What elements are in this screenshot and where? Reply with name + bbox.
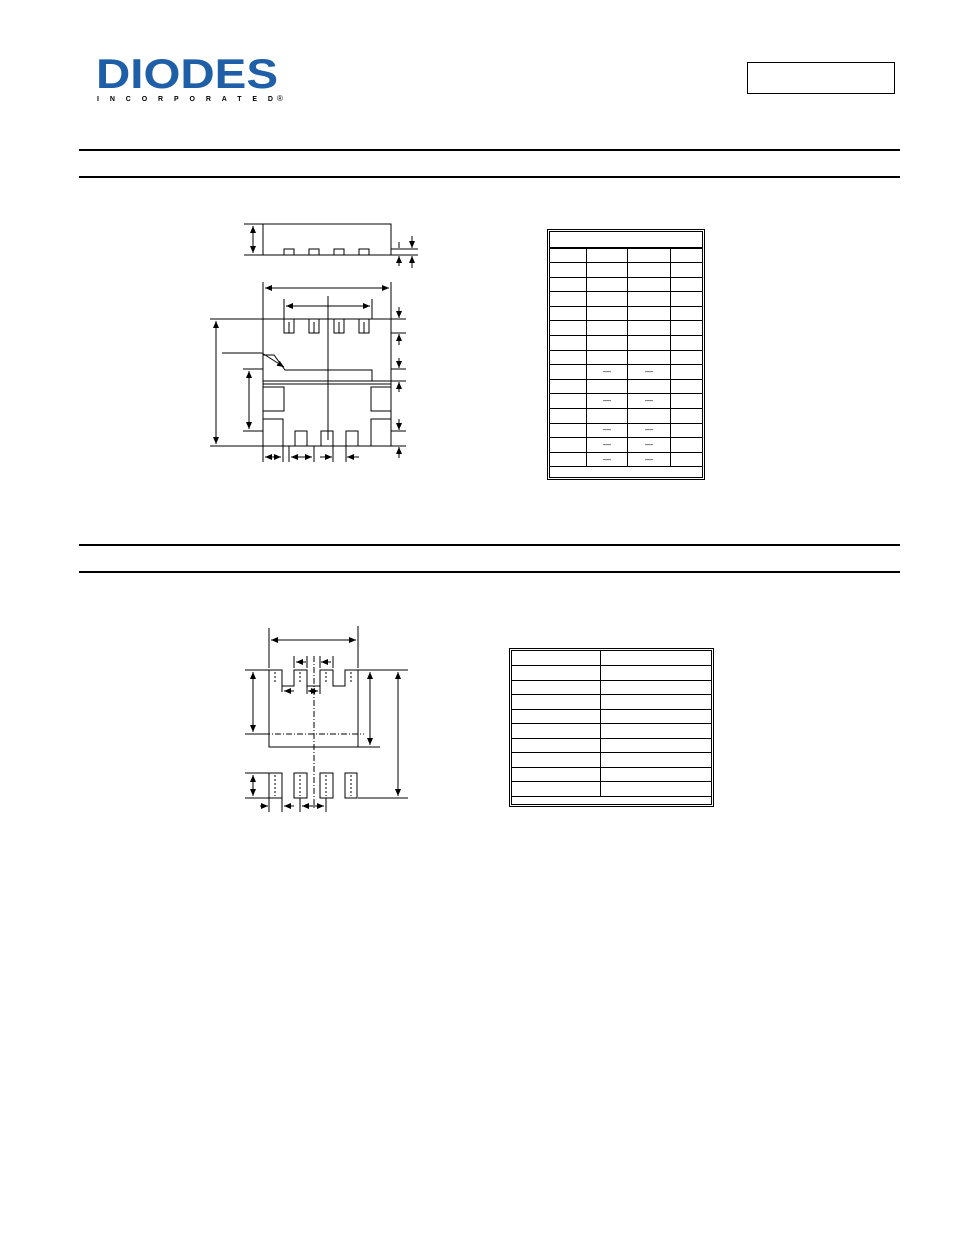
table-cell — [601, 680, 712, 695]
table-cell: — — [628, 394, 671, 409]
table-cell — [512, 680, 601, 695]
table-row — [512, 738, 711, 753]
table-cell: — — [628, 438, 671, 453]
table-row — [512, 666, 711, 681]
table-cell — [601, 782, 712, 797]
logo-subtext: INCORPORATED — [97, 96, 273, 103]
table-cell: — — [587, 365, 628, 380]
table-cell: — — [587, 394, 628, 409]
table-cell: — — [587, 452, 628, 467]
table-row — [512, 680, 711, 695]
table-cell — [601, 753, 712, 768]
table-cell — [512, 651, 601, 666]
table-cell: — — [628, 452, 671, 467]
table-cell — [512, 738, 601, 753]
table-cell: — — [628, 423, 671, 438]
table-cell — [601, 651, 712, 666]
table-cell — [601, 767, 712, 782]
table-row — [512, 753, 711, 768]
table-cell — [512, 753, 601, 768]
table-row — [512, 695, 711, 710]
table-cell — [601, 724, 712, 739]
table-row — [512, 651, 711, 666]
table-row — [512, 724, 711, 739]
table-row — [512, 782, 711, 797]
table-cell — [512, 695, 601, 710]
table-row — [512, 709, 711, 724]
table-cell — [601, 709, 712, 724]
table-cell: — — [628, 365, 671, 380]
table-row — [512, 767, 711, 782]
table-cell: — — [587, 438, 628, 453]
logo-wordmark: DIODES — [96, 50, 278, 97]
table-cell — [512, 666, 601, 681]
pad-layout-table — [509, 648, 714, 807]
table-cell — [512, 767, 601, 782]
table-cell — [601, 738, 712, 753]
logo-registered-mark: ® — [277, 94, 283, 103]
table-cell — [512, 724, 601, 739]
table-cell — [601, 666, 712, 681]
pad-dimension-grid — [512, 651, 711, 797]
table-cell — [512, 709, 601, 724]
table-cell — [512, 782, 601, 797]
table-cell — [601, 695, 712, 710]
table-cell: — — [587, 423, 628, 438]
